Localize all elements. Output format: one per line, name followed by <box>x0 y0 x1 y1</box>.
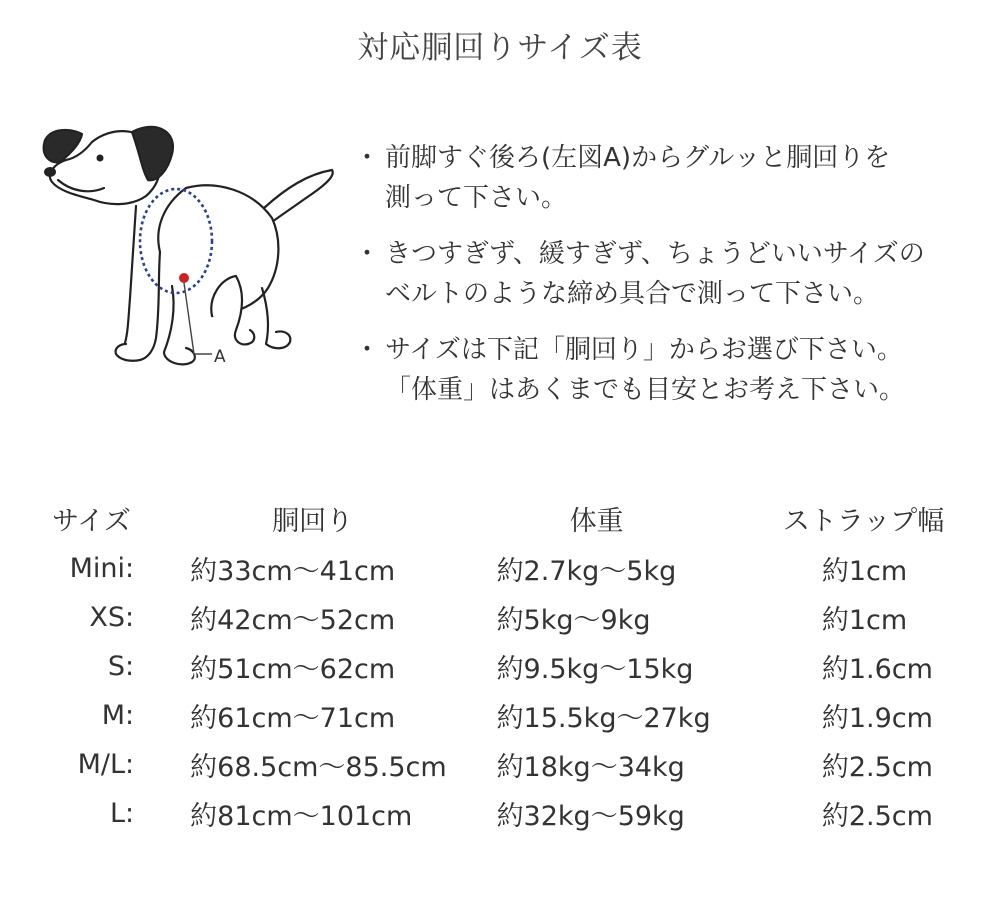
table-row <box>40 593 970 642</box>
note-item <box>350 138 990 218</box>
page-title: 対応胴回りサイズ表 <box>357 30 643 66</box>
cell-size: XS: <box>89 602 135 633</box>
table-row <box>40 789 970 838</box>
cell-size: S: <box>107 651 135 682</box>
note-line: 前脚すぐ後ろ(左図A)からグルッと胴回りを <box>385 143 891 173</box>
cell-weight: 約32kg〜59kg <box>496 801 685 832</box>
bullet: ・ <box>354 143 381 173</box>
table-header-row <box>40 492 970 544</box>
cell-weight: 約18kg〜34kg <box>496 752 685 783</box>
cell-weight: 約5kg〜9kg <box>496 605 651 636</box>
note-line: 測って下さい。 <box>385 183 568 213</box>
bullet: ・ <box>354 335 381 365</box>
cell-weight: 約15.5kg〜27kg <box>496 703 711 734</box>
table-row <box>40 691 970 740</box>
cell-girth: 約33cm〜41cm <box>190 556 396 587</box>
cell-weight: 約9.5kg〜15kg <box>496 654 694 685</box>
table-row <box>40 740 970 789</box>
table-row <box>40 544 970 593</box>
header-size: サイズ <box>52 505 131 537</box>
cell-strap: 約1.9cm <box>821 703 933 734</box>
note-item <box>350 330 990 410</box>
header-girth: 胴回り <box>272 505 354 537</box>
cell-girth: 約68.5cm〜85.5cm <box>190 752 447 783</box>
cell-size: Mini: <box>69 553 135 584</box>
table-row <box>40 642 970 691</box>
cell-girth: 約51cm〜62cm <box>190 654 396 685</box>
note-item <box>350 234 990 314</box>
cell-size: L: <box>110 798 135 829</box>
cell-weight: 約2.7kg〜5kg <box>496 556 677 587</box>
point-a-label: A <box>214 347 226 367</box>
cell-strap: 約1cm <box>821 605 908 636</box>
note-line: きつすぎず、緩すぎず、ちょうどいいサイズの <box>385 239 925 269</box>
size-table <box>40 492 970 838</box>
cell-strap: 約1.6cm <box>821 654 933 685</box>
note-line: 「体重」はあくまでも目安とお考え下さい。 <box>385 375 906 405</box>
header-weight: 体重 <box>569 505 624 537</box>
cell-girth: 約42cm〜52cm <box>190 605 396 636</box>
cell-strap: 約2.5cm <box>821 752 933 783</box>
cell-size: M: <box>101 700 135 731</box>
bullet: ・ <box>354 239 381 269</box>
cell-size: M/L: <box>77 749 135 780</box>
header-strap-width: ストラップ幅 <box>782 505 945 537</box>
cell-strap: 約1cm <box>821 556 908 587</box>
measurement-notes <box>350 138 990 426</box>
cell-girth: 約81cm〜101cm <box>190 801 413 832</box>
dog-measurement-icon <box>36 118 346 378</box>
cell-strap: 約2.5cm <box>821 801 933 832</box>
cell-girth: 約61cm〜71cm <box>190 703 396 734</box>
note-line: サイズは下記「胴回り」からお選び下さい。 <box>385 335 903 365</box>
note-line: ベルトのような締め具合で測って下さい。 <box>385 279 880 309</box>
